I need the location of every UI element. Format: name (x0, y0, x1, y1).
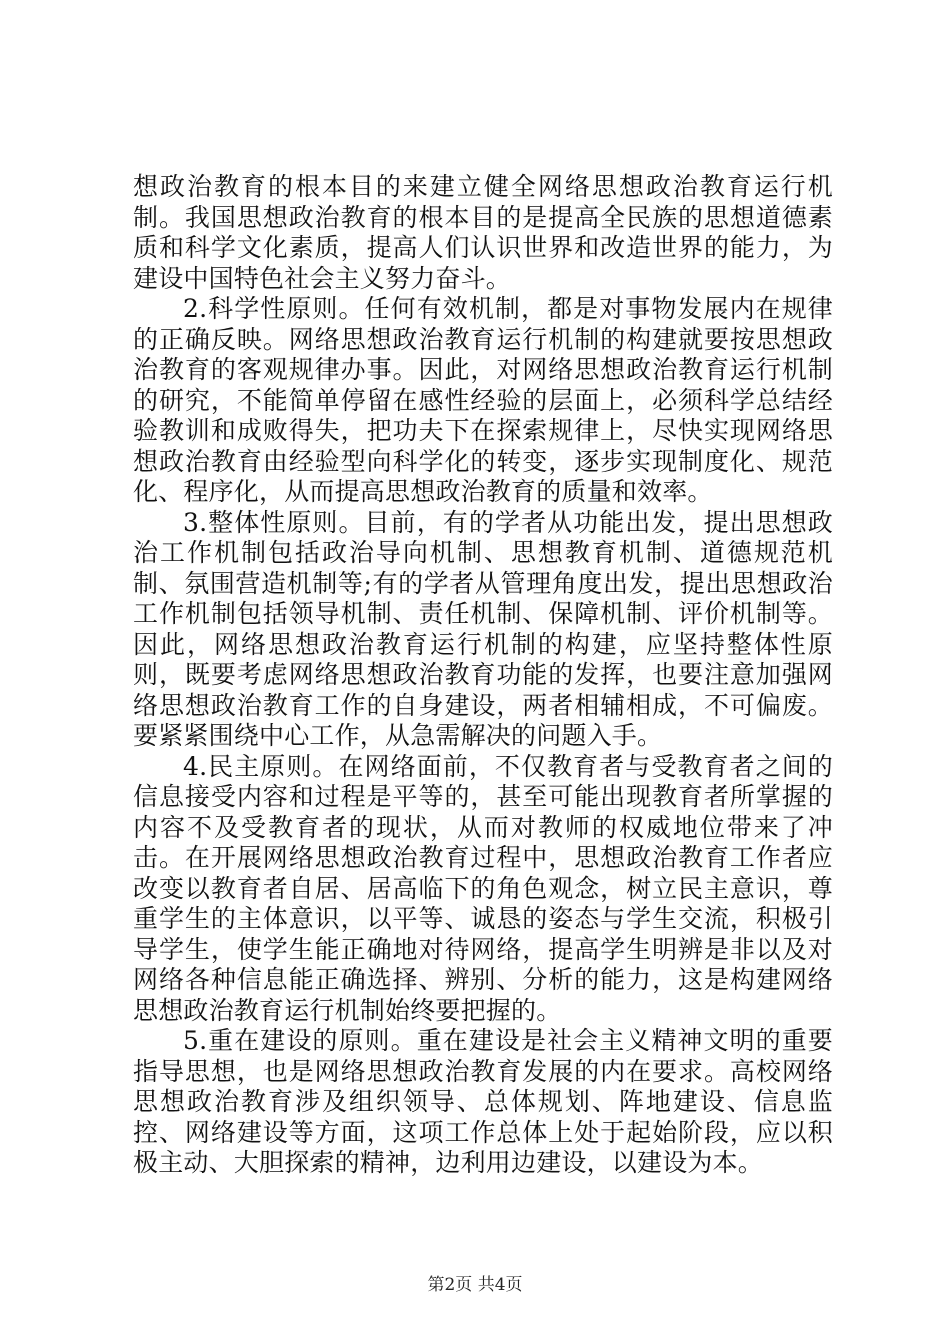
page-number: 第2页 共4页 (427, 1275, 523, 1295)
paragraph-holistic-principle: 3.整体性原则。目前，有的学者从功能出发，提出思想政治工作机制包括政治导向机制、思想教育机制、道德规范机制、氛围营造机制等;有的学者从管理角度出发，提出思想政治工作机制包括领导机制、责任机制、保障机制、评价机制等。因此，网络思想政治教育运行机制的构建，应坚持整体性原则，既要考虑网络思想政治教育功能的发挥，也要注意加强网络思想政治教育工作的自身建设，两者相辅相成，不可偏废。要紧紧围绕中心工作，从急需解决的问题入手。 (133, 507, 833, 750)
paragraph-continuation: 想政治教育的根本目的来建立健全网络思想政治教育运行机制。我国思想政治教育的根本目的是提高全民族的思想道德素质和科学文化素质，提高人们认识世界和改造世界的能力，为建设中国特色社会主义努力奋斗。 (133, 172, 833, 293)
paragraph-scientific-principle: 2.科学性原则。任何有效机制，都是对事物发展内在规律的正确反映。网络思想政治教育运行机制的构建就要按思想政治教育的客观规律办事。因此，对网络思想政治教育运行机制的研究，不能简单停留在感性经验的层面上，必须科学总结经验教训和成败得失，把功夫下在探索规律上，尽快实现网络思想政治教育由经验型向科学化的转变，逐步实现制度化、规范化、程序化，从而提高思想政治教育的质量和效率。 (133, 294, 833, 506)
paragraph-democratic-principle: 4.民主原则。在网络面前，不仅教育者与受教育者之间的信息接受内容和过程是平等的，甚至可能出现教育者所掌握的内容不及受教育者的现状，从而对教师的权威地位带来了冲击。在开展网络思想政治教育过程中，思想政治教育工作者应改变以教育者自居、居高临下的角色观念，树立民主意识，尊重学生的主体意识，以平等、诚恳的姿态与学生交流，积极引导学生，使学生能正确地对待网络，提高学生明辨是非以及对网络各种信息能正确选择、辨别、分析的能力，这是构建网络思想政治教育运行机制始终要把握的。 (133, 751, 833, 1025)
body-text (133, 172, 833, 1179)
page-footer (0, 1270, 950, 1295)
paragraph-construction-principle: 5.重在建设的原则。重在建设是社会主义精神文明的重要指导思想，也是网络思想政治教育发展的内在要求。高校网络思想政治教育涉及组织领导、总体规划、阵地建设、信息监控、网络建设等方面，这项工作总体上处于起始阶段，应以积极主动、大胆探索的精神，边利用边建设，以建设为本。 (133, 1026, 833, 1177)
